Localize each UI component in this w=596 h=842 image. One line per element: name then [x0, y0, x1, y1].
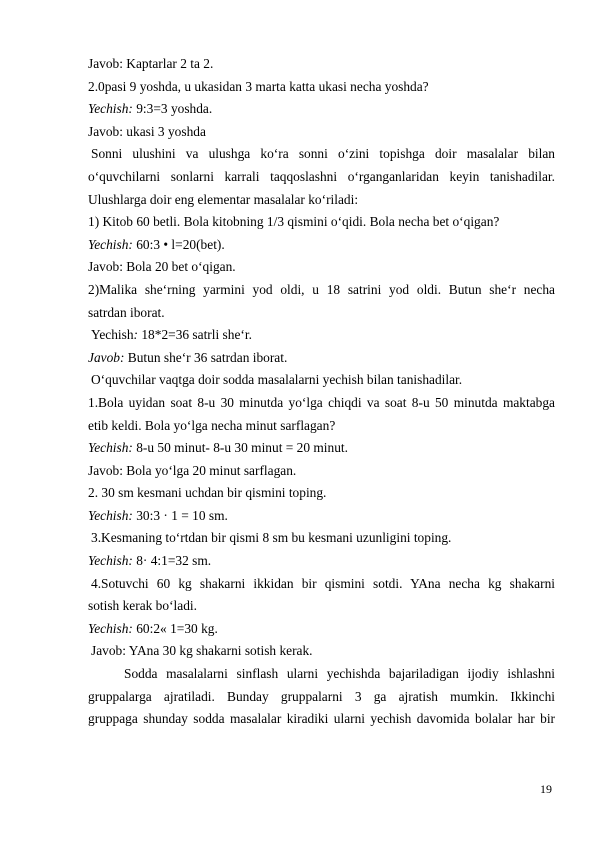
solution-label: Yechish:: [88, 101, 133, 117]
solution-line: [88, 550, 555, 573]
solution-line: [88, 505, 555, 528]
line-text: 8-u 50 minut- 8-u 30 minut = 20 minut.: [132, 440, 348, 456]
paragraph-line: [88, 369, 555, 392]
solution-line: [88, 618, 555, 641]
problem-line: [88, 76, 555, 99]
paragraph-line: [88, 166, 555, 189]
line-text: etib keldi. Bola yo‘lga necha minut sarflagan?: [88, 417, 336, 433]
paragraph-line: [88, 189, 555, 212]
line-text: Sodda masalalarni sinflash ularni yechishda bajariladigan ijodiy ishlashni: [124, 666, 555, 682]
line-text: Javob: YAna 30 kg shakarni sotish kerak.: [91, 643, 313, 659]
line-text: Javob: ukasi 3 yoshda: [88, 123, 206, 139]
line-text: sotish kerak bo‘ladi.: [88, 598, 197, 614]
page-body: [88, 53, 555, 731]
answer-line: [88, 256, 555, 279]
line-text: 2)Malika she‘rning yarmini yod oldi, u 18 satrini yod oldi. Butun she‘r necha: [88, 281, 555, 297]
problem-line: [88, 211, 555, 234]
solution-line: [88, 324, 555, 347]
page-number: 19: [540, 782, 552, 796]
solution-label: Yechish:: [88, 507, 133, 523]
line-text: 60:2« 1=30 kg.: [132, 620, 218, 636]
line-text: o‘quvchilarni sonlarni karrali taqqoslashni o‘rganganlaridan keyin tanishadilar.: [88, 168, 555, 184]
solution-line: [88, 98, 555, 121]
line-text: 30:3 · 1 = 10 sm.: [132, 507, 228, 523]
paragraph-line: [88, 708, 555, 731]
solution-line: [88, 437, 555, 460]
answer-line: [88, 460, 555, 483]
solution-label: Yechish:: [88, 620, 133, 636]
paragraph-line: [88, 663, 555, 686]
problem-line: [88, 482, 555, 505]
problem-line: [88, 302, 555, 325]
solution-label: Yechish:: [88, 236, 133, 252]
problem-line: [88, 573, 555, 596]
answer-line: [88, 640, 555, 663]
line-text: Javob: Bola yo‘lga 20 minut sarflagan.: [88, 462, 297, 478]
line-text: O‘quvchilar vaqtga doir sodda masalalarni yechish bilan tanishadilar.: [91, 372, 463, 388]
solution-label: Yechish:: [88, 553, 133, 569]
paragraph-line: [88, 143, 555, 166]
answer-line: [88, 53, 555, 76]
line-text: Javob: Kaptarlar 2 ta 2.: [88, 56, 214, 71]
solution-label: :: [133, 327, 139, 343]
problem-line: [88, 415, 555, 438]
line-text: Yechish: [91, 327, 134, 343]
line-text: 18*2=36 satrli she‘r.: [138, 327, 252, 343]
solution-line: [88, 234, 555, 257]
paragraph-line: [88, 686, 555, 709]
line-text: Sonni ulushini va ulushga ko‘ra sonni o‘zini topishga doir masalalar bilan: [91, 146, 555, 162]
line-text: 8· 4:1=32 sm.: [132, 553, 212, 569]
problem-line: [88, 595, 555, 618]
line-text: gruppaga shunday sodda masalalar kiradiki ularni yechish davomida bolalar har bir: [88, 711, 555, 727]
answer-line: [88, 347, 555, 370]
line-text: 2. 30 sm kesmani uchdan bir qismini toping.: [88, 485, 327, 501]
answer-line: [88, 121, 555, 144]
line-text: 1.Bola uyidan soat 8-u 30 minutda yo‘lga chiqdi va soat 8-u 50 minutda maktabga: [88, 394, 555, 410]
line-text: 3.Kesmaning to‘rtdan bir qismi 8 sm bu kesmani uzunligini toping.: [91, 530, 452, 546]
solution-label: Yechish:: [88, 440, 133, 456]
problem-line: [88, 279, 555, 302]
answer-label: Javob:: [88, 349, 125, 365]
line-text: Ulushlarga doir eng elementar masalalar ko‘riladi:: [88, 191, 359, 207]
line-text: 2.0pasi 9 yoshda, u ukasidan 3 marta katta ukasi necha yoshda?: [88, 78, 429, 94]
line-text: 1) Kitob 60 betli. Bola kitobning 1/3 qismini o‘qidi. Bola necha bet o‘qigan?: [88, 214, 500, 230]
line-text: Butun she‘r 36 satrdan iborat.: [124, 349, 288, 365]
line-text: 60:3 • l=20(bet).: [132, 236, 225, 252]
line-text: satrdan iborat.: [88, 304, 165, 320]
line-text: 4.Sotuvchi 60 kg shakarni ikkidan bir qismini sotdi. YAna necha kg shakarni: [91, 575, 555, 591]
line-text: Javob: Bola 20 bet o‘qigan.: [88, 259, 236, 275]
problem-line: [88, 527, 555, 550]
line-text: 9:3=3 yoshda.: [132, 101, 213, 117]
line-text: gruppalarga ajratiladi. Bunday gruppalarni 3 ga ajratish mumkin. Ikkinchi: [88, 688, 555, 704]
problem-line: [88, 392, 555, 415]
